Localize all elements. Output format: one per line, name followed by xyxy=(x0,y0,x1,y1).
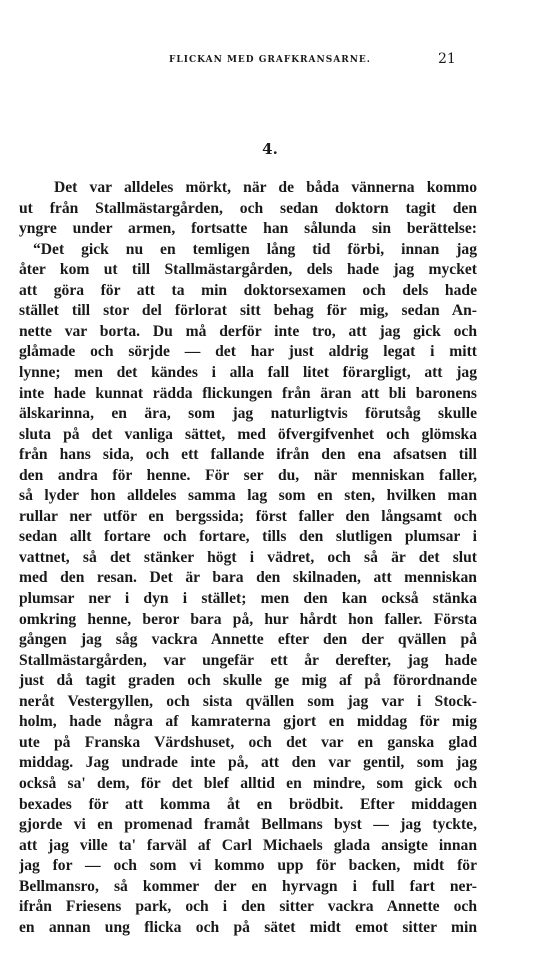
text-line: sluta på det vanliga sättet, med öfvergifvenhet och glömska xyxy=(19,425,477,443)
text-line: gången jag såg vackra Annette efter den der qvällen på xyxy=(19,631,477,649)
text-line: nette var borta. Du må derför inte tro, att jag gick och xyxy=(19,322,477,340)
text-line: ute på Franska Värdshuset, och det var en ganska glad xyxy=(19,733,477,751)
page-number: 21 xyxy=(438,51,456,67)
text-line: glåmade och sörjde — det har just aldrig legat i mitt xyxy=(19,343,477,361)
text-line: älskarinna, en ära, som jag naturligtvis förutsåg skulle xyxy=(19,405,477,423)
text-line: middag. Jag undrade inte på, att den var gentil, som jag xyxy=(19,754,477,772)
text-line: neråt Vestergyllen, och sista qvällen som jag var i Stock- xyxy=(19,692,477,710)
chapter-number: 4. xyxy=(262,140,278,158)
text-line: gjorde vi en promenad framåt Bellmans byst — jag tyckte, xyxy=(19,816,477,834)
text-line: så lyder hon alldeles samma lag som en sten, hvilken man xyxy=(19,487,477,505)
text-line: lynne; men det kändes i alla fall litet förargligt, att jag xyxy=(19,363,477,381)
text-line: holm, hade några af kamraterna gjort en middag för mig xyxy=(19,713,477,731)
text-line: från hans sida, och ett fallande ifrån den ena afsatsen till xyxy=(19,446,477,464)
text-line: jag for — och som vi kommo upp för backen, midt för xyxy=(19,857,477,875)
text-line: plumsar ner i dyn i stället; men den kan också stänka xyxy=(19,590,477,607)
text-line: sedan allt fortare och fortare, tills den slutligen plumsar i xyxy=(19,528,477,546)
text-line: bexades för att komma åt en brödbit. Efter middagen xyxy=(19,795,477,813)
running-head: FLICKAN MED GRAFKRANSARNE. xyxy=(169,55,371,65)
text-line: yngre under armen, fortsatte han sålunda sin berättelse: xyxy=(19,220,477,238)
text-line: med den resan. Det är bara den skilnaden, att menniskan xyxy=(19,569,477,587)
text-line: en annan ung flicka och på sätet midt emot sitter min xyxy=(19,918,477,936)
text-line: inte hade kunnat rädda flickungen från äran att bli baronens xyxy=(19,384,477,402)
text-line: just då tagit graden och skulle ge mig af på förordnande xyxy=(19,672,477,690)
text-line: stället till stor del förlorat sitt behag för mig, sedan An- xyxy=(19,302,477,320)
text-line: att jag ville ta' farväl af Carl Michaels glada ansigte innan xyxy=(19,836,477,854)
text-line: också sa' dem, för det blef alltid en mindre, som gick och xyxy=(19,774,477,792)
text-line: Stallmästargården, var ungefär ett år derefter, jag hade xyxy=(19,651,477,669)
text-line: vattnet, så det stänker högt i vädret, och så är det slut xyxy=(19,548,477,566)
text-line: ut från Stallmästargården, och sedan doktorn tagit den xyxy=(19,199,477,217)
text-line: “Det gick nu en temligen lång tid förbi, innan jag xyxy=(33,240,477,258)
text-line: ifrån Friesens park, och i den sitter vackra Annette och xyxy=(19,898,477,916)
text-line: att göra för att ta min doktorsexamen och dels hade xyxy=(19,281,477,299)
text-line: rullar ner utför en bergssida; först faller den långsamt och xyxy=(19,507,477,525)
text-line: Bellmansro, så kommer der en hyrvagn i full fart ner- xyxy=(19,877,477,895)
text-line: Det var alldeles mörkt, när de båda vännerna kommo xyxy=(54,179,477,196)
text-line: omkring henne, beror bara på, hur hårdt hon faller. Första xyxy=(19,610,477,628)
text-line: åter kom ut till Stallmästargården, dels hade jag mycket xyxy=(19,261,477,279)
text-line: den andra för henne. För ser du, när menniskan faller, xyxy=(19,466,477,484)
